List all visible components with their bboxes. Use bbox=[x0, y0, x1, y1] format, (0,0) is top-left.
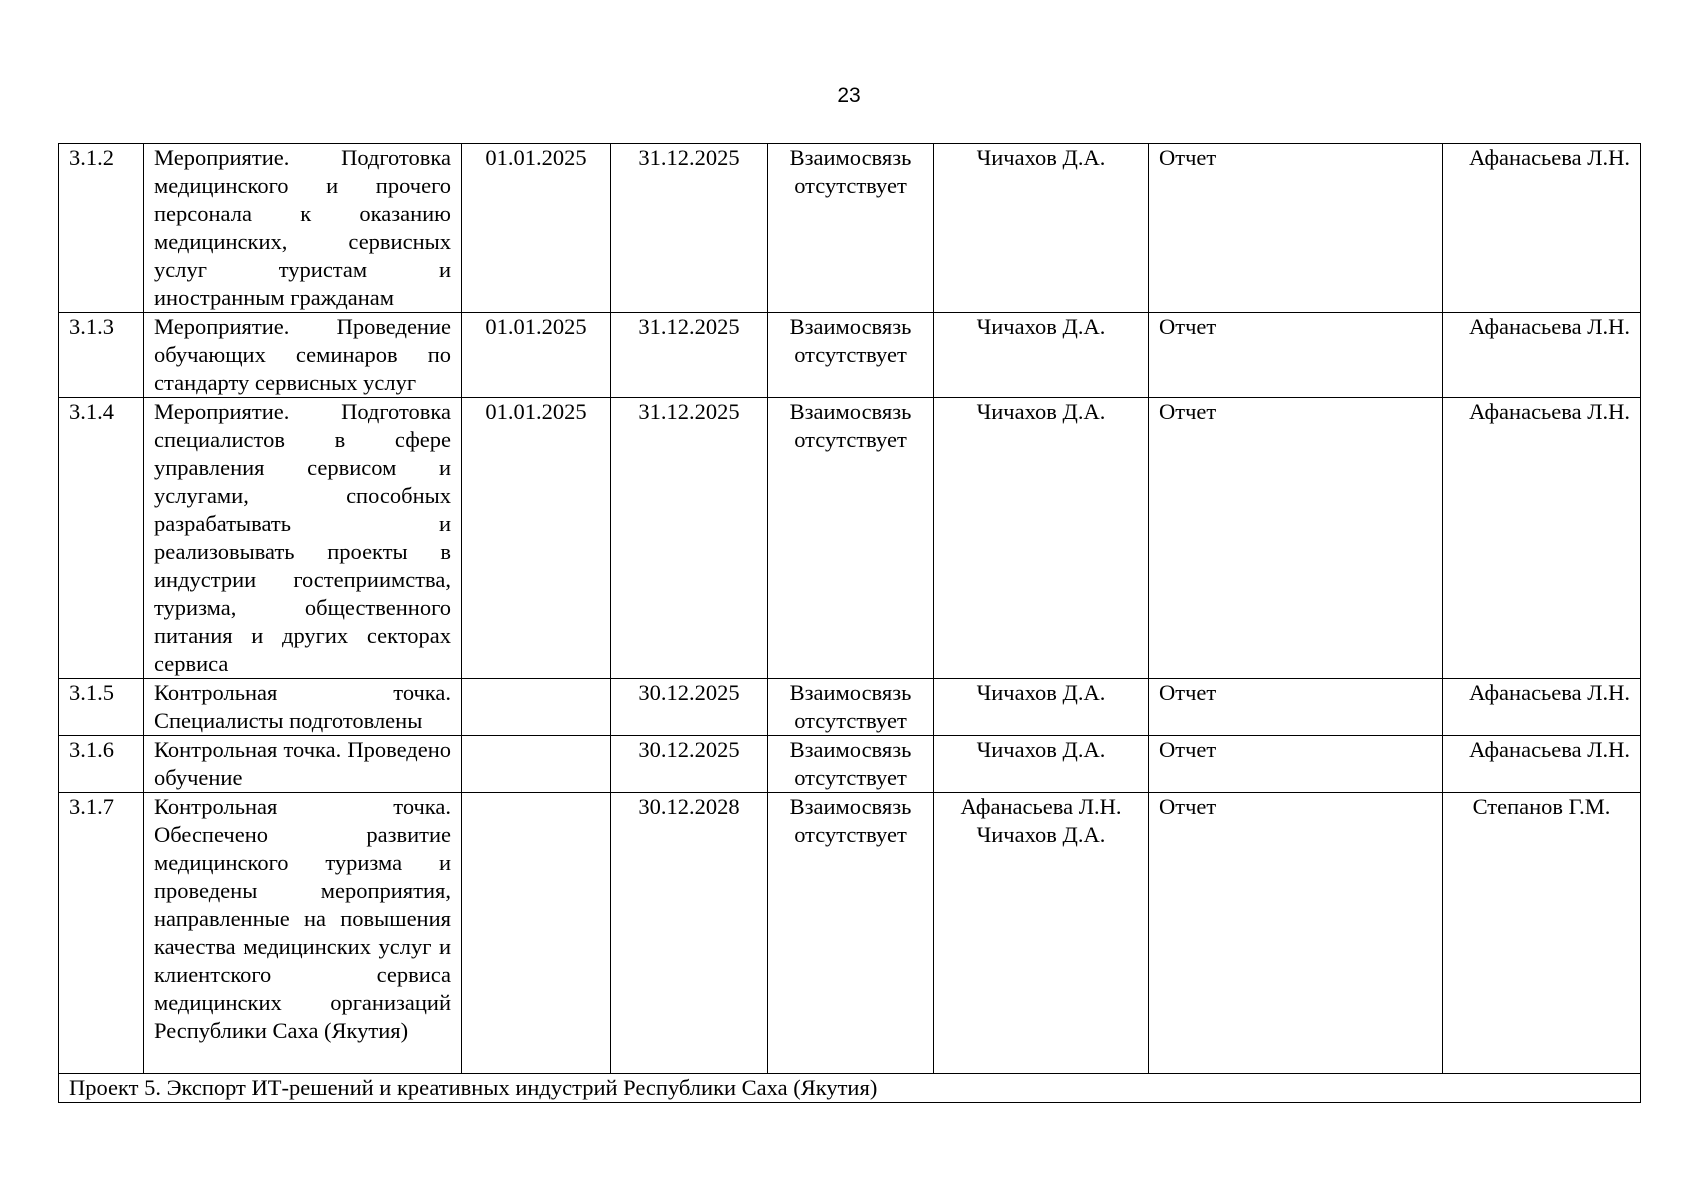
document-type: Отчет bbox=[1149, 313, 1443, 398]
responsible bbox=[934, 679, 1149, 736]
row-number: 3.1.4 bbox=[59, 398, 144, 679]
document-type: Отчет bbox=[1149, 398, 1443, 679]
table-row bbox=[59, 736, 1641, 793]
responsible-person: Афанасьева Л.Н. bbox=[960, 794, 1122, 819]
row-number: 3.1.3 bbox=[59, 313, 144, 398]
approver: Афанасьева Л.Н. bbox=[1443, 144, 1641, 313]
row-number: 3.1.6 bbox=[59, 736, 144, 793]
table-row bbox=[59, 144, 1641, 313]
end-date: 30.12.2025 bbox=[611, 679, 768, 736]
relation: Взаимосвязь отсутствует bbox=[768, 679, 934, 736]
activity-name: Контрольная точка. Специалисты подготовлены bbox=[144, 679, 462, 736]
relation: Взаимосвязь отсутствует bbox=[768, 144, 934, 313]
table-row bbox=[59, 679, 1641, 736]
relation: Взаимосвязь отсутствует bbox=[768, 398, 934, 679]
responsible bbox=[934, 736, 1149, 793]
document-type: Отчет bbox=[1149, 679, 1443, 736]
end-date: 30.12.2025 bbox=[611, 736, 768, 793]
relation: Взаимосвязь отсутствует bbox=[768, 736, 934, 793]
document-type: Отчет bbox=[1149, 793, 1443, 1074]
activity-name: Контрольная точка. Проведено обучение bbox=[144, 736, 462, 793]
start-date: 01.01.2025 bbox=[462, 144, 611, 313]
responsible-person: Чичахов Д.А. bbox=[976, 737, 1106, 762]
responsible bbox=[934, 398, 1149, 679]
responsible bbox=[934, 144, 1149, 313]
document-type: Отчет bbox=[1149, 736, 1443, 793]
approver: Степанов Г.М. bbox=[1443, 793, 1641, 1074]
section-title: Проект 5. Экспорт ИТ-решений и креативных индустрий Республики Саха (Якутия) bbox=[59, 1074, 1641, 1103]
page-number: 23 bbox=[837, 84, 861, 107]
row-number: 3.1.2 bbox=[59, 144, 144, 313]
activity-name: Контрольная точка. Обеспечено развитие медицинского туризма и проведены мероприятия, направленные на повышения качества медицинских услуг и клиентского сервиса медицинских организаций Республики Саха (Якутия) bbox=[144, 793, 462, 1074]
responsible-person: Чичахов Д.А. bbox=[976, 399, 1106, 424]
plan-table-body bbox=[59, 144, 1641, 1103]
table-row bbox=[59, 313, 1641, 398]
approver: Афанасьева Л.Н. bbox=[1443, 736, 1641, 793]
relation: Взаимосвязь отсутствует bbox=[768, 313, 934, 398]
end-date: 31.12.2025 bbox=[611, 398, 768, 679]
section-row bbox=[59, 1074, 1641, 1103]
start-date bbox=[462, 679, 611, 736]
table-row bbox=[59, 398, 1641, 679]
responsible-person: Чичахов Д.А. bbox=[976, 822, 1106, 847]
start-date bbox=[462, 793, 611, 1074]
start-date: 01.01.2025 bbox=[462, 313, 611, 398]
end-date: 30.12.2028 bbox=[611, 793, 768, 1074]
end-date: 31.12.2025 bbox=[611, 144, 768, 313]
approver: Афанасьева Л.Н. bbox=[1443, 679, 1641, 736]
row-number: 3.1.7 bbox=[59, 793, 144, 1074]
start-date bbox=[462, 736, 611, 793]
plan-table bbox=[58, 143, 1641, 1103]
activity-name: Мероприятие. Подготовка специалистов в сфере управления сервисом и услугами, способных разрабатывать и реализовывать проекты в индустрии гостеприимства, туризма, общественного питания и других секторах сервиса bbox=[144, 398, 462, 679]
row-number: 3.1.5 bbox=[59, 679, 144, 736]
approver: Афанасьева Л.Н. bbox=[1443, 398, 1641, 679]
document-type: Отчет bbox=[1149, 144, 1443, 313]
responsible bbox=[934, 793, 1149, 1074]
end-date: 31.12.2025 bbox=[611, 313, 768, 398]
approver: Афанасьева Л.Н. bbox=[1443, 313, 1641, 398]
responsible-person: Чичахов Д.А. bbox=[976, 680, 1106, 705]
responsible-person: Чичахов Д.А. bbox=[976, 145, 1106, 170]
table-row bbox=[59, 793, 1641, 1074]
relation: Взаимосвязь отсутствует bbox=[768, 793, 934, 1074]
responsible bbox=[934, 313, 1149, 398]
start-date: 01.01.2025 bbox=[462, 398, 611, 679]
responsible-person: Чичахов Д.А. bbox=[976, 314, 1106, 339]
activity-name: Мероприятие. Проведение обучающих семинаров по стандарту сервисных услуг bbox=[144, 313, 462, 398]
activity-name: Мероприятие. Подготовка медицинского и прочего персонала к оказанию медицинских, сервисных услуг туристам и иностранным гражданам bbox=[144, 144, 462, 313]
